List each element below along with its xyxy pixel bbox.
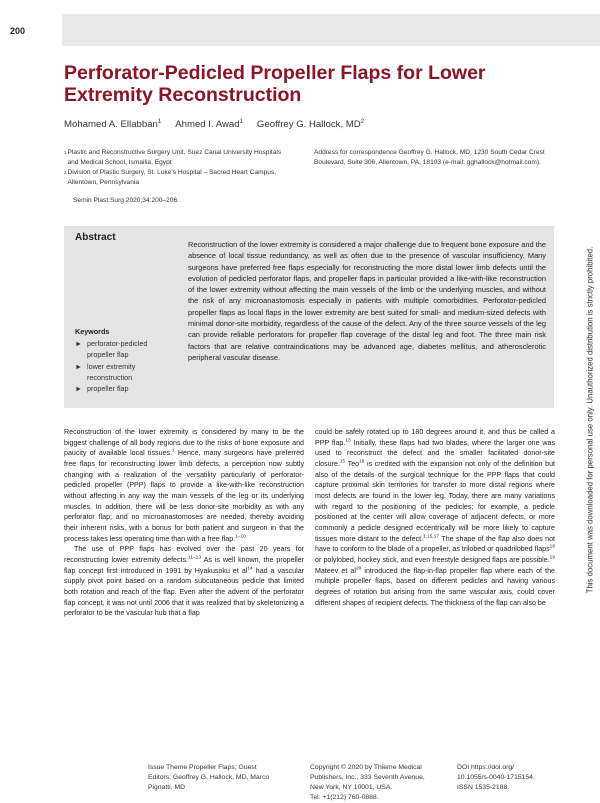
page-number: 200 <box>10 26 26 36</box>
body-column-left <box>64 427 304 619</box>
footer-copyright: Copyright © 2020 by Thieme Medical Publishers, Inc., 333 Seventh Avenue, New York, NY 10001, USA. Tel: +1(212) 760-0888. <box>310 764 425 801</box>
author: Geoffrey G. Hallock, $MD^2$ <box>256 119 365 131</box>
affiliation: 2 Division of Plastic Surgery, St. Luke's Hospital – Sacred Heart Campus, Allentown, Pennsylvania <box>64 169 277 186</box>
paragraph: Reconstruction of the lower extremity is considered by many to be the biggest challenge of all body regions due to the risks of bone exposure and paucity of available local tissues.$^1$ Hence, many surgeons have preferred free flaps for reconstructing lower limb defects, a perception now subtly changing with a realization of the versatility particularly of perforator-pedicled propeller (PPP) flaps to provide a like-with-like reconstruction without affecting in any way the main vessels of the leg or its underlying muscles. In addition, there will be less donor-site morbidity as with any perforator flap; and no microanastomoses are needed, thereby avoiding their inherent risks, with a bonus for both patient and surgeon in that the process takes less operating time than with a free flap.$^{1-10}$ <box>64 428 305 543</box>
bullet-icon: ► <box>75 339 83 348</box>
affiliation: 1 Plastic and Reconstructive Surgery Unit, Suez Canal University Hospitals and Medical School, Ismailia, Egypt <box>64 149 282 166</box>
author: Ahmed I. Awad$^1$ <box>175 119 243 131</box>
footer-issue: Issue Theme Propeller Flaps; Guest Editors: Geoffrey G. Hallock, MD, Marco Pignatti, MD <box>148 764 270 791</box>
header-gray-bar <box>62 14 600 46</box>
correspondence: Address for correspondence Geoffrey G. Hallock, MD, 1230 South Cedar Crest Boulevard, Suite 306, Allentown, PA, 18103 (e-mail: gghallock@hotmail.com). <box>314 149 545 166</box>
keyword: ► perforator-pedicled propeller flap <box>75 339 148 360</box>
body-column-right <box>315 427 555 608</box>
paragraph: The use of PPP flaps has evolved over the past 20 years for reconstructing lower extremity defects.$^{11-13}$ As is well known, the propeller flap concept first introduced in 1991 by Hyakusoku et al$^{14}$ had a vascular supply pivot point based on a random subcutaneous pedicle that limited both rotation and reach of the flap. Even after the advent of the perforator flap concept, it was not until 2006 that it was realized that by skeletonizing a perforator to be the vascular hub that a flap <box>64 545 305 618</box>
abstract-text: Reconstruction of the lower extremity is considered a major challenge due to frequent bone exposure and the absence of local tissue redundancy, as well as often due to the presence of vascular insufficiency. Many surgeons have preferred free flaps especially for reconstructing the more distal lower limb defects until the evolution of pedicled perforator flaps, and propeller flaps in particular provided a like-with-like reconstruction of the lower extremity without affecting the main vessels of the limb or the underlying muscles, and without the risk of any microanastomosis especially in patients with multiple comorbidities. Perforator-pedicled propeller flaps as local flaps in the lower extremity are best suited for small- and medium-sized defects with minimal donor-site morbidity, regardless of the cause of the defect. Any of the three source vessels of the leg can provide reliable perforators for propeller flap coverage of the distal leg and foot. The three main risk factors that are relative contraindications may be advanced age, diabetes mellitus, and atherosclerotic peripheral vascular disease. <box>188 240 546 362</box>
bullet-icon: ► <box>75 361 83 371</box>
keywords-heading: Keywords <box>75 327 110 336</box>
author-list <box>64 119 364 130</box>
keyword: ► lower extremity reconstruction <box>75 361 136 382</box>
keywords-list <box>75 338 175 394</box>
footer-doi: DOI https://doi.org/ 10.1055/s-0040-1715154. ISSN 1535-2188. <box>457 764 535 791</box>
affiliations <box>64 148 289 188</box>
bullet-icon: ► <box>75 384 83 394</box>
paragraph: could be safely rotated up to 180 degrees around it, and thus be called a PPP flap.$^{13}$ Initially, these flaps had two blades, where the larger one was used to reconstruct the defect and the smaller facilitated donor-site closure.$^{15}$ Teo$^{16}$ is credited with the expansion not only of the definition but also of the details of the surgical technique for the PPP flaps that could capture proximal skin territories for transfer to more distal regions where most defects are found in the lower leg. Today, there are many variations with regard to the positioning of the pedicles; for example, a pedicle positioned at the center will allow coverage of adjacent defects, or more commonly a pedicle designed eccentrically will be more likely to capture tissues more distant to the defect.$^{1,15,17}$ The shape of the flap also does not have to conform to the blade of a propeller, as trilobed or quadrilobed flaps$^{18}$ or polylobed, hockey stick, and even freestyle designed flaps are possible.$^{19}$ Mateev et al$^{20}$ introduced the flap-in-flap propeller flap where each of the multiple propeller flaps, based on different pedicles and having various degrees of rotation but arising from the same vascular axis, could cover different shapes of recipient defects. The thickness of the flap can also be <box>315 428 556 607</box>
abstract-heading: Abstract <box>75 232 116 243</box>
keyword: ► propeller flap <box>75 384 129 394</box>
citation: Semin Plast Surg 2020;34:200–206. <box>73 197 179 204</box>
author: Mohamed A. Ellabban$^1$ <box>64 119 162 131</box>
article-title: Perforator-Pedicled Propeller Flaps for Lower Extremity Reconstruction <box>64 62 486 106</box>
